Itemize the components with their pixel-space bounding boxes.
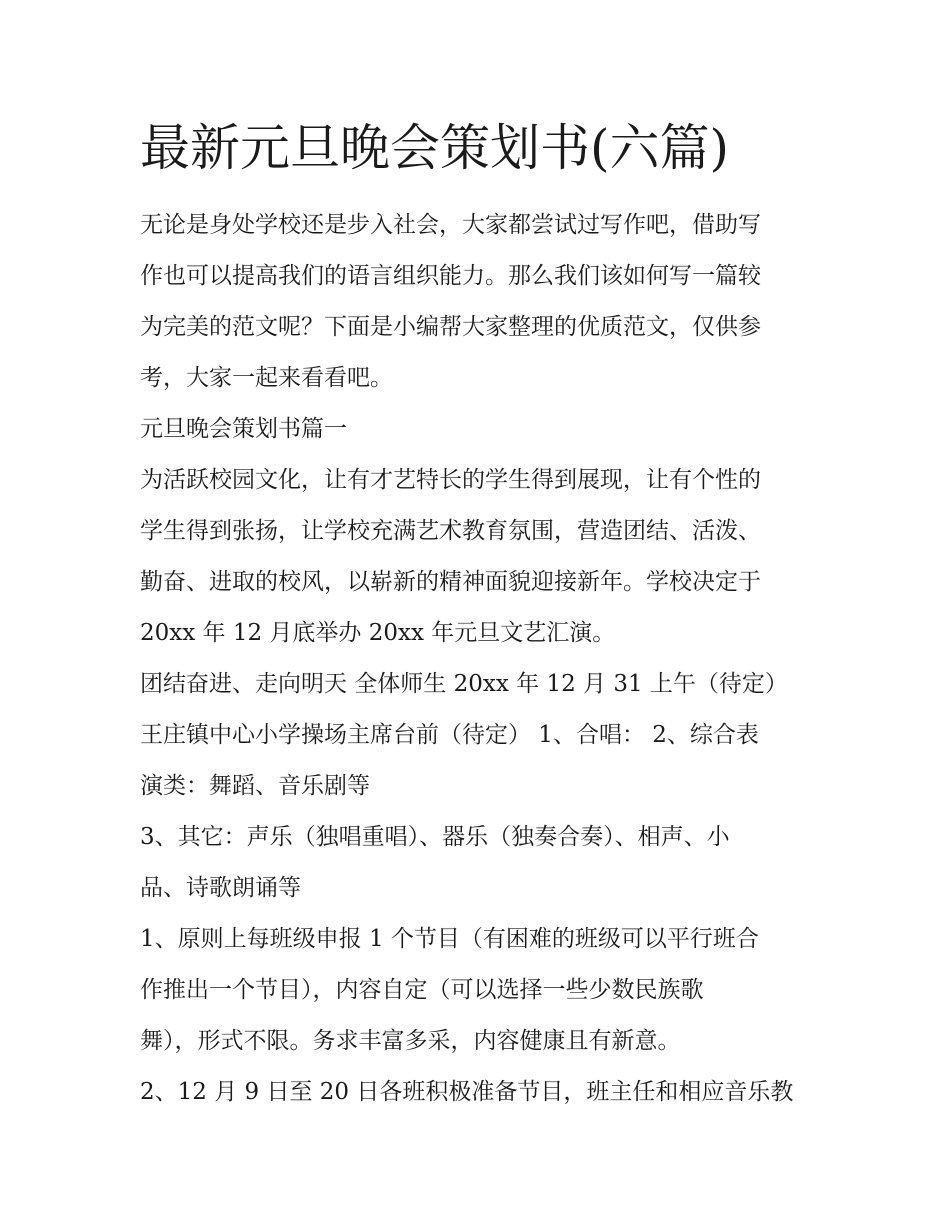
text-line: 3、其它：声乐（独唱重唱）、器乐（独奏合奏）、相声、小	[140, 824, 730, 850]
text-line: 作推出一个节目），内容自定（可以选择一些少数民族歌	[140, 977, 704, 1003]
text-line: 学生得到张扬，让学校充满艺术教育氛围，营造团结、活泼、	[140, 518, 761, 544]
text-line: 无论是身处学校还是步入社会，大家都尝试过写作吧，借助写	[140, 212, 761, 238]
document-title: 最新元旦晚会策划书(六篇)	[140, 119, 730, 177]
text-line: 1、原则上每班级申报 1 个节目（有困难的班级可以平行班合	[140, 926, 759, 952]
text-line: 勤奋、进取的校风，以崭新的精神面貌迎接新年。学校决定于	[140, 569, 761, 595]
text-line: 王庄镇中心小学操场主席台前（待定） 1、合唱： 2、综合表	[140, 722, 759, 748]
text-line: 20xx 年 12 月底举办 20xx 年元旦文艺汇演。	[140, 620, 616, 646]
text-line: 团结奋进、走向明天 全体师生 20xx 年 12 月 31 上午（待定）	[140, 671, 788, 697]
text-line: 作也可以提高我们的语言组织能力。那么我们该如何写一篇较	[140, 263, 761, 289]
text-line: 舞），形式不限。务求丰富多采，内容健康且有新意。	[140, 1028, 681, 1054]
document-page	[140, 112, 820, 1118]
requirement-2-paragraph	[140, 1067, 820, 1118]
section-heading	[140, 404, 820, 455]
text-line: 品、诗歌朗诵等	[140, 875, 301, 901]
event-info-paragraph	[140, 659, 820, 812]
text-line: 为活跃校园文化，让有才艺特长的学生得到展现，让有个性的	[140, 467, 761, 493]
purpose-paragraph	[140, 455, 820, 659]
text-line: 元旦晚会策划书篇一	[140, 416, 347, 442]
program-types-paragraph	[140, 812, 820, 914]
text-line: 考，大家一起来看看吧。	[140, 365, 393, 391]
text-line: 2、12 月 9 日至 20 日各班积极准备节目，班主任和相应音乐教	[140, 1079, 794, 1105]
text-line: 为完美的范文呢？下面是小编帮大家整理的优质范文，仅供参	[140, 314, 761, 340]
intro-paragraph	[140, 200, 820, 404]
requirement-1-paragraph	[140, 914, 820, 1067]
text-line: 演类：舞蹈、音乐剧等	[140, 773, 370, 799]
